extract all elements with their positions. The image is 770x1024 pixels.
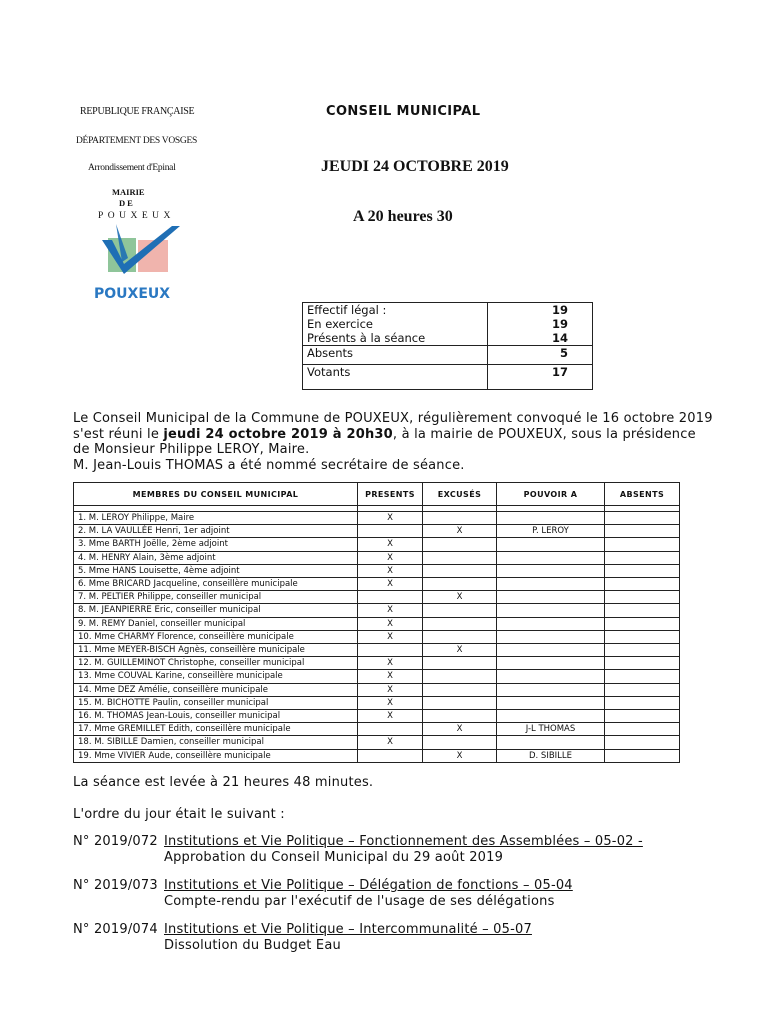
excused-mark (423, 538, 497, 551)
absent-mark (605, 564, 680, 577)
agenda-number: N° 2019/073 (73, 878, 158, 893)
member-name: 3. Mme BARTH Joëlle, 2ème adjoint (74, 538, 358, 551)
table-row (74, 578, 680, 591)
proxy-name (497, 696, 605, 709)
absent-mark (605, 512, 680, 525)
closing-line: La séance est levée à 21 heures 48 minutes. (73, 775, 374, 790)
agenda-title: Institutions et Vie Politique – Intercommunalité – 05-07 (164, 922, 532, 937)
member-name: 4. M. HENRY Alain, 3ème adjoint (74, 551, 358, 564)
agenda-subtitle: Dissolution du Budget Eau (164, 938, 341, 953)
table-row (74, 710, 680, 723)
present-mark: X (358, 617, 423, 630)
table-row (74, 525, 680, 538)
logo-text: POUXEUX (94, 286, 171, 302)
meeting-time: A 20 heures 30 (353, 208, 453, 225)
present-mark: X (358, 683, 423, 696)
table-row (74, 630, 680, 643)
excused-mark: X (423, 525, 497, 538)
table-row (74, 723, 680, 736)
member-name: 10. Mme CHARMY Florence, conseillère municipale (74, 630, 358, 643)
excused-mark (423, 657, 497, 670)
proxy-name (497, 710, 605, 723)
absents-label: Absents (303, 346, 488, 365)
votants-value: 17 (488, 365, 593, 390)
arrondissement-label: Arrondissement d'Epinal (88, 163, 176, 173)
absent-mark (605, 578, 680, 591)
absent-mark (605, 749, 680, 762)
meeting-date: JEUDI 24 OCTOBRE 2019 (321, 158, 509, 175)
excused-mark (423, 578, 497, 591)
member-name: 17. Mme GREMILLET Edith, conseillère municipale (74, 723, 358, 736)
member-name: 7. M. PELTIER Philippe, conseiller municipal (74, 591, 358, 604)
table-row (74, 644, 680, 657)
proxy-name (497, 736, 605, 749)
agenda-item (73, 834, 713, 866)
excused-mark (423, 564, 497, 577)
present-mark: X (358, 696, 423, 709)
document-title: CONSEIL MUNICIPAL (326, 104, 481, 119)
pouxeux-logo-mark (88, 222, 188, 304)
mairie-line-2: DE (119, 198, 135, 208)
member-name: 6. Mme BRICARD Jacqueline, conseillère municipale (74, 578, 358, 591)
intro-line-3: de Monsieur Philippe LEROY, Maire. (73, 442, 310, 458)
present-mark: X (358, 564, 423, 577)
effectifs-values: 19 19 14 (488, 303, 593, 346)
member-name: 9. M. REMY Daniel, conseiller municipal (74, 617, 358, 630)
member-name: 14. Mme DEZ Amélie, conseillère municipale (74, 683, 358, 696)
absent-mark (605, 551, 680, 564)
agenda-title: Institutions et Vie Politique – Délégation de fonctions – 05-04 (164, 878, 573, 893)
table-row (74, 749, 680, 762)
table-row (74, 564, 680, 577)
member-name: 11. Mme MEYER-BISCH Agnès, conseillère municipale (74, 644, 358, 657)
absent-mark (605, 683, 680, 696)
excused-mark (423, 710, 497, 723)
proxy-name (497, 670, 605, 683)
absent-mark (605, 538, 680, 551)
header-excuses: EXCUSÉS (423, 483, 497, 506)
present-mark: X (358, 736, 423, 749)
table-row (74, 696, 680, 709)
present-mark: X (358, 578, 423, 591)
absent-mark (605, 723, 680, 736)
absent-mark (605, 591, 680, 604)
effectifs-table (302, 302, 593, 390)
mairie-line-1: MAIRIE (112, 187, 145, 197)
table-row (74, 683, 680, 696)
agenda-number: N° 2019/072 (73, 834, 158, 849)
table-row (74, 551, 680, 564)
proxy-name (497, 644, 605, 657)
proxy-name (497, 551, 605, 564)
absent-mark (605, 644, 680, 657)
present-mark: X (358, 512, 423, 525)
republique-label: REPUBLIQUE FRANÇAISE (80, 106, 195, 117)
agenda-item (73, 878, 713, 910)
votants-label: Votants (303, 365, 488, 390)
table-row (74, 512, 680, 525)
absent-mark (605, 657, 680, 670)
agenda-subtitle: Approbation du Conseil Municipal du 29 août 2019 (164, 850, 504, 865)
table-row (74, 538, 680, 551)
proxy-name (497, 604, 605, 617)
excused-mark: X (423, 749, 497, 762)
excused-mark (423, 683, 497, 696)
agenda-intro: L'ordre du jour était le suivant : (73, 807, 285, 822)
proxy-name (497, 657, 605, 670)
header-presents: PRESENTS (358, 483, 423, 506)
table-row (74, 657, 680, 670)
absent-mark (605, 670, 680, 683)
proxy-name (497, 630, 605, 643)
members-table-body (74, 506, 680, 763)
present-mark (358, 723, 423, 736)
intro-paragraph (73, 411, 713, 473)
header-membres: MEMBRES DU CONSEIL MUNICIPAL (74, 483, 358, 506)
present-mark (358, 749, 423, 762)
present-mark: X (358, 657, 423, 670)
member-name: 18. M. SIBILLE Damien, conseiller municipal (74, 736, 358, 749)
present-mark: X (358, 538, 423, 551)
mairie-line-3: POUXEUX (98, 211, 175, 221)
agenda-item (73, 922, 713, 954)
effectifs-labels: Effectif légal : En exercice Présents à la séance (303, 303, 488, 346)
excused-mark (423, 670, 497, 683)
members-table (73, 482, 680, 763)
intro-line-4: M. Jean-Louis THOMAS a été nommé secrétaire de séance. (73, 457, 465, 473)
proxy-name (497, 512, 605, 525)
absent-mark (605, 525, 680, 538)
present-mark: X (358, 670, 423, 683)
excused-mark: X (423, 644, 497, 657)
header-absents: ABSENTS (605, 483, 680, 506)
excused-mark (423, 630, 497, 643)
absent-mark (605, 736, 680, 749)
excused-mark (423, 512, 497, 525)
present-mark: X (358, 630, 423, 643)
member-name: 2. M. LA VAULLÉE Henri, 1er adjoint (74, 525, 358, 538)
excused-mark: X (423, 591, 497, 604)
present-mark (358, 591, 423, 604)
member-name: 12. M. GUILLEMINOT Christophe, conseiller municipal (74, 657, 358, 670)
agenda-subtitle: Compte-rendu par l'exécutif de l'usage de ses délégations (164, 894, 555, 909)
excused-mark (423, 551, 497, 564)
absent-mark (605, 604, 680, 617)
table-row (74, 591, 680, 604)
agenda-number: N° 2019/074 (73, 922, 158, 937)
table-row (74, 670, 680, 683)
proxy-name: P. LEROY (497, 525, 605, 538)
excused-mark (423, 604, 497, 617)
present-mark: X (358, 604, 423, 617)
table-row (74, 617, 680, 630)
proxy-name (497, 564, 605, 577)
absent-mark (605, 696, 680, 709)
excused-mark (423, 736, 497, 749)
absents-value: 5 (488, 346, 593, 365)
proxy-name (497, 617, 605, 630)
intro-line-2: s'est réuni le jeudi 24 octobre 2019 à 20h30, à la mairie de POUXEUX, sous la présidence (73, 426, 696, 442)
member-name: 19. Mme VIVIER Aude, conseillère municipale (74, 749, 358, 762)
header-pouvoir: POUVOIR A (497, 483, 605, 506)
member-name: 16. M. THOMAS Jean-Louis, conseiller municipal (74, 710, 358, 723)
proxy-name: J-L THOMAS (497, 723, 605, 736)
pouxeux-logo (88, 222, 188, 304)
proxy-name: D. SIBILLE (497, 749, 605, 762)
member-name: 5. Mme HANS Louisette, 4ème adjoint (74, 564, 358, 577)
member-name: 13. Mme COUVAL Karine, conseillère municipale (74, 670, 358, 683)
proxy-name (497, 591, 605, 604)
member-name: 8. M. JEANPIERRE Eric, conseiller municipal (74, 604, 358, 617)
departement-label: DÉPARTEMENT DES VOSGES (76, 136, 197, 146)
absent-mark (605, 630, 680, 643)
proxy-name (497, 578, 605, 591)
member-name: 15. M. BICHOTTE Paulin, conseiller municipal (74, 696, 358, 709)
excused-mark: X (423, 723, 497, 736)
absent-mark (605, 617, 680, 630)
present-mark (358, 644, 423, 657)
present-mark (358, 525, 423, 538)
table-row (74, 604, 680, 617)
table-row (74, 736, 680, 749)
agenda-title: Institutions et Vie Politique – Fonctionnement des Assemblées – 05-02 - (164, 834, 643, 849)
proxy-name (497, 683, 605, 696)
member-name: 1. M. LEROY Philippe, Maire (74, 512, 358, 525)
excused-mark (423, 696, 497, 709)
present-mark: X (358, 710, 423, 723)
proxy-name (497, 538, 605, 551)
excused-mark (423, 617, 497, 630)
intro-line-1: Le Conseil Municipal de la Commune de POUXEUX, régulièrement convoqué le 16 octobre 2019 (73, 411, 713, 426)
absent-mark (605, 710, 680, 723)
present-mark: X (358, 551, 423, 564)
